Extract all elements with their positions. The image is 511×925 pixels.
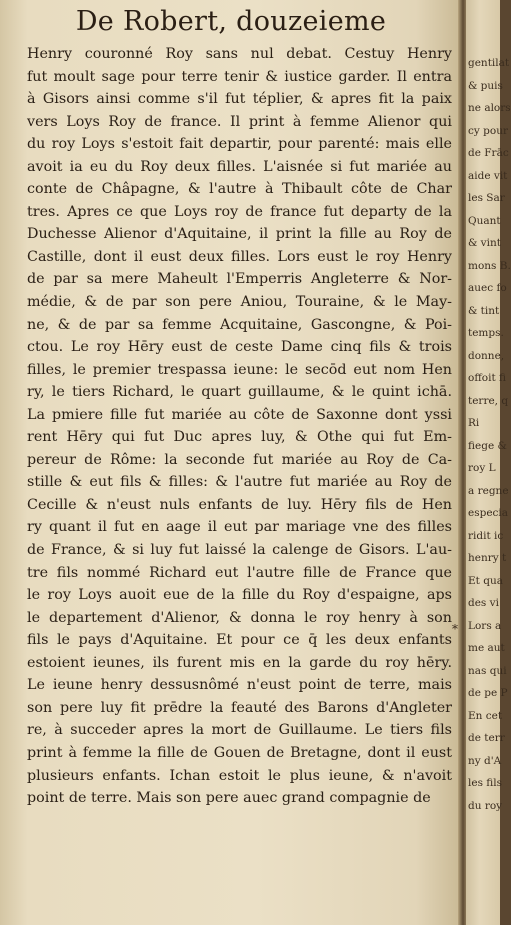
text-line: du roy Loys s'estoit fait departir, pour parenté: mais elle	[27, 136, 452, 153]
page-body-text	[27, 43, 452, 810]
facing-text-line: me aut	[468, 642, 505, 654]
facing-text-line: du roy	[468, 799, 503, 812]
text-line: à Gisors ainsi comme s'il fut téplier, & apres fit la paix	[27, 91, 452, 108]
text-line: son pere luy fit prēdre la feauté des Barons d'Angleter	[27, 699, 452, 716]
facing-page-text	[468, 52, 511, 817]
text-line: fut moult sage pour terre tenir & iustice garder. Il entra	[27, 68, 452, 85]
facing-text-line: & vint	[468, 237, 501, 249]
text-line: rent Hēry qui fut Duc apres luy, & Othe qui fut Em-	[27, 429, 452, 446]
facing-text-line: & puis	[468, 79, 503, 92]
text-line: point de terre. Mais son pere auec grand compagnie de	[27, 790, 431, 807]
facing-text-line: de Frāc	[468, 147, 509, 159]
text-line: Henry couronné Roy sans nul debat. Cestuy Henry	[27, 46, 452, 62]
facing-text-line: de terr	[468, 732, 505, 744]
text-line: tres. Apres ce que Loys roy de france fut departy de la	[27, 203, 452, 220]
facing-text-line: especia	[468, 507, 509, 519]
facing-text-line: Et qua	[468, 574, 503, 587]
text-line: conte de Châpagne, & l'autre à Thibault côte de Char	[27, 181, 452, 198]
facing-text-line: gentilat	[468, 57, 510, 69]
facing-text-line: auec fo	[468, 282, 507, 294]
facing-text-line: des vi	[468, 597, 499, 609]
text-line: ne, & de par sa femme Acquitaine, Gascongne, & Poi-	[27, 316, 452, 333]
facing-text-line: les Sar	[468, 192, 505, 204]
facing-text-line: Quant	[468, 214, 501, 227]
facing-text-line: En cet	[468, 709, 503, 722]
text-line: filles, le premier trespassa ieune: le secōd eut nom Hen	[27, 361, 452, 378]
text-line: vers Loys Roy de france. Il print à femme Alienor qui	[27, 113, 452, 130]
facing-text-line: nas qui	[468, 664, 507, 677]
facing-text-line: ridit ic	[468, 529, 504, 542]
text-line: le roy Loys auoit eue de la fille du Roy d'espaigne, aps	[27, 587, 452, 604]
facing-text-line: a regne	[468, 484, 509, 497]
facing-text-line: ne alors	[468, 102, 511, 114]
facing-text-line: aide vit	[468, 169, 508, 182]
facing-text-line: offoit fi	[468, 372, 507, 384]
margin-mark: *	[452, 622, 458, 636]
text-line: Le ieune henry dessusnômé n'eust point de terre, mais	[27, 677, 452, 694]
facing-text-line: roy L	[468, 462, 496, 474]
text-line: avoit ia eu du Roy deux filles. L'aisnée si fut mariée au	[27, 158, 452, 175]
facing-text-line: Ri	[468, 417, 480, 429]
facing-text-line: de pe P	[468, 687, 508, 699]
facing-text-line: & tint	[468, 304, 500, 317]
facing-text-line: Lors a	[468, 619, 502, 632]
text-line: ry, le tiers Richard, le quart guillaume, & le quint ichā.	[27, 384, 452, 401]
facing-text-line: terre, q	[468, 394, 509, 407]
text-line: Duchesse Alienor d'Aquitaine, il print la fille au Roy de	[27, 226, 452, 243]
text-line: médie, & de par son pere Aniou, Touraine, & le May-	[27, 294, 452, 311]
text-line: le departement d'Alienor, & donna le roy henry à son	[27, 609, 452, 626]
facing-text-line: mons B.	[468, 259, 511, 272]
text-line: La pmiere fille fut mariée au côte de Saxonne dont yssi	[27, 406, 452, 423]
facing-text-line: donne,	[468, 349, 505, 362]
text-line: estoient ieunes, ils furent mis en la garde du roy hēry.	[27, 654, 452, 671]
text-line: Cecille & n'eust nuls enfants de luy. Hēry fils de Hen	[27, 496, 452, 513]
facing-text-line: fiege &	[468, 439, 507, 452]
facing-text-line: henry t	[468, 552, 507, 564]
facing-text-line: ny d'A	[468, 754, 502, 767]
text-line: Castille, dont il eust deux filles. Lors eust le roy Henry	[27, 248, 452, 265]
text-line: de France, & si luy fut laissé la calenge de Gisors. L'au-	[27, 542, 452, 559]
text-line: plusieurs enfants. Ichan estoit le plus ieune, & n'avoit	[27, 767, 452, 784]
text-line: tre fils nommé Richard eut l'autre fille de France que	[27, 564, 452, 581]
facing-text-line: les fils	[468, 777, 503, 789]
text-line: fils le pays d'Aquitaine. Et pour ce q̄ les deux enfants	[27, 632, 452, 649]
facing-page	[466, 0, 511, 925]
text-line: ctou. Le roy Hēry eust de ceste Dame cinq fils & trois	[27, 339, 452, 356]
running-head: De Robert, douzeieme	[75, 6, 387, 37]
text-line: print à femme la fille de Gouen de Bretagne, dont il eust	[27, 744, 452, 761]
facing-text-line: temps.	[468, 327, 504, 339]
text-line: pereur de Rôme: la seconde fut mariée au Roy de Ca-	[27, 451, 452, 468]
facing-text-line: cy pour	[468, 124, 508, 137]
text-line: de par sa mere Maheult l'Emperris Angleterre & Nor-	[27, 271, 452, 288]
text-line: ry quant il fut en aage il eut par mariage vne des filles	[27, 519, 452, 536]
text-line: re, à succeder apres la mort de Guillaume. Le tiers fils	[27, 722, 452, 739]
text-line: stille & eut fils & filles: & l'autre fut mariée au Roy de	[27, 474, 452, 491]
